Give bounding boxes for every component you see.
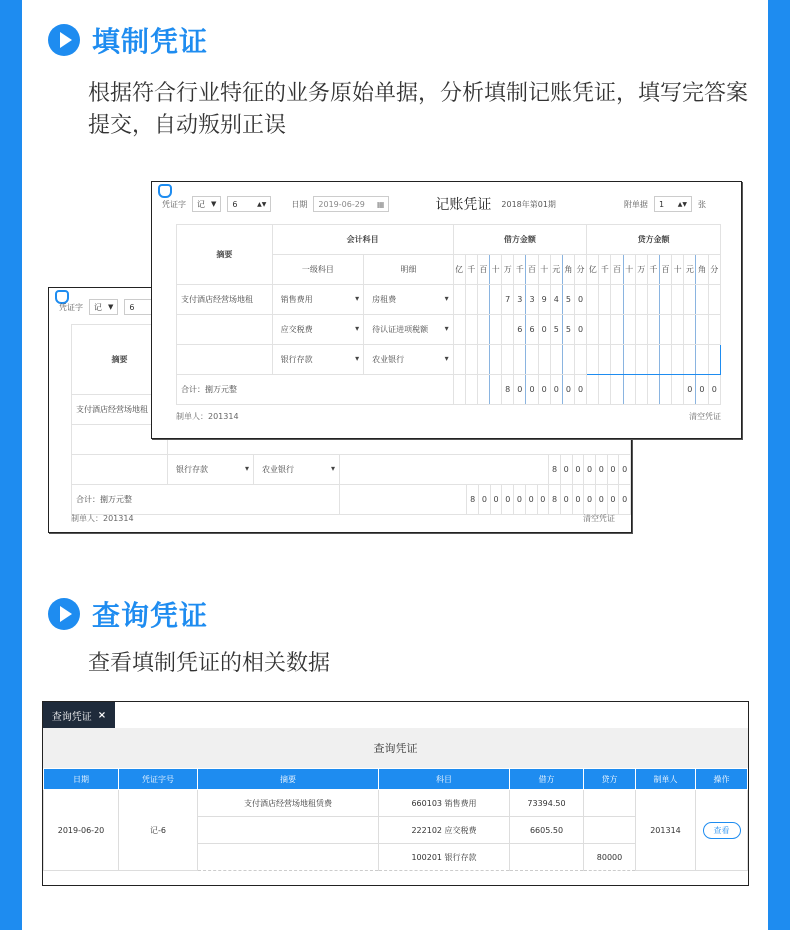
row-voucher-no: 记-6 — [119, 790, 198, 871]
row-subject-select[interactable]: 银行存款 ▾ — [272, 345, 364, 375]
debit-digit[interactable] — [502, 345, 514, 375]
total-debit-digit: 0 — [574, 375, 586, 405]
total-debit-digit: 0 — [562, 375, 574, 405]
row-detail-select[interactable]: 待认证进项税额 ▾ — [364, 315, 453, 345]
col-credit: 贷方 — [584, 769, 636, 790]
summary-header: 摘要 — [72, 325, 168, 395]
section-query-voucher-desc: 查看填制凭证的相关数据 — [88, 651, 331, 676]
left-accent-bar — [0, 0, 22, 930]
total-debit-digit: 0 — [538, 375, 550, 405]
col-date: 日期 — [44, 769, 119, 790]
chevron-down-icon: ▾ — [444, 294, 449, 303]
line2-debit: 6605.50 — [510, 817, 584, 844]
debit-digit-unit: 十 — [538, 255, 550, 285]
query-heading: 查询凭证 — [43, 728, 748, 768]
debit-digit-unit: 千 — [514, 255, 526, 285]
row3-subject[interactable]: 银行存款 ▾ — [168, 455, 254, 485]
section-query-voucher-title — [48, 594, 208, 634]
total-debit-digit — [477, 375, 489, 405]
play-icon — [48, 598, 80, 630]
debit-digit[interactable] — [490, 345, 502, 375]
debit-digit[interactable] — [477, 315, 489, 345]
credit-digit[interactable] — [587, 345, 599, 375]
view-button[interactable]: 查看 — [703, 822, 741, 839]
line3-subject: 100201 银行存款 — [379, 844, 510, 871]
row-summary[interactable] — [177, 345, 273, 375]
section-fill-voucher-desc: 根据符合行业特征的业务原始单据，分析填制记账凭证，填写完答案提交，自动叛别正误 — [88, 81, 749, 138]
debit-digit[interactable]: 0 — [574, 315, 586, 345]
credit-digit-unit: 亿 — [587, 255, 599, 285]
total-debit-digit — [453, 375, 465, 405]
debit-digit[interactable]: 5 — [562, 285, 574, 315]
debit-digit[interactable] — [453, 315, 465, 345]
credit-digit[interactable] — [599, 315, 611, 345]
line1-credit — [584, 790, 636, 817]
tab-query-voucher[interactable]: 查询凭证 × — [43, 702, 115, 728]
debit-digit[interactable] — [562, 345, 574, 375]
credit-digit[interactable] — [696, 345, 708, 375]
attach-count-stepper[interactable]: 1 ▲▼ — [654, 196, 692, 212]
total-debit-digit: 8 — [502, 375, 514, 405]
row-summary[interactable]: 支付酒店经营场地租 — [177, 285, 273, 315]
debit-digit-unit: 百 — [526, 255, 538, 285]
credit-digit[interactable] — [659, 345, 671, 375]
row-summary[interactable] — [177, 315, 273, 345]
debit-digit[interactable] — [514, 345, 526, 375]
credit-digit[interactable] — [647, 285, 659, 315]
row-detail-select[interactable]: 房租费 ▾ — [364, 285, 453, 315]
credit-digit[interactable] — [599, 285, 611, 315]
calendar-icon: ▦ — [376, 199, 385, 209]
col-debit: 借方 — [510, 769, 584, 790]
credit-digit[interactable] — [587, 315, 599, 345]
credit-digit-unit: 万 — [635, 255, 647, 285]
section-fill-voucher-title — [48, 20, 208, 60]
debit-digit-unit: 万 — [502, 255, 514, 285]
voucher-title: 记账凭证 — [435, 197, 492, 213]
line2-credit — [584, 817, 636, 844]
debit-digit[interactable]: 9 — [538, 285, 550, 315]
col-subject: 科目 — [379, 769, 510, 790]
chevron-down-icon: ▾ — [444, 354, 449, 363]
col-maker: 制单人 — [636, 769, 696, 790]
right-accent-bar — [768, 0, 790, 930]
credit-digit[interactable] — [696, 285, 708, 315]
credit-digit[interactable] — [659, 285, 671, 315]
credit-digit[interactable] — [672, 285, 684, 315]
credit-digit[interactable] — [623, 285, 635, 315]
total-credit-digit — [659, 375, 671, 405]
voucher-word-select[interactable]: 记 ▼ — [192, 196, 221, 212]
credit-digit-unit: 元 — [684, 255, 696, 285]
debit-digit[interactable] — [538, 345, 550, 375]
line3-debit — [510, 844, 584, 871]
total-credit-digit: 0 — [684, 375, 696, 405]
chevron-down-icon: ▾ — [355, 324, 360, 333]
credit-digit[interactable] — [623, 315, 635, 345]
credit-digit[interactable] — [708, 285, 720, 315]
total-credit-digit: 0 — [708, 375, 720, 405]
voucher-period: 2018年第01期 — [501, 199, 556, 209]
credit-digit[interactable] — [611, 285, 623, 315]
credit-digit[interactable] — [587, 285, 599, 315]
chevron-down-icon: ▾ — [355, 354, 360, 363]
line1-summary: 支付酒店经营场地租赁费 — [198, 790, 379, 817]
debit-digit[interactable]: 3 — [526, 285, 538, 315]
col-action: 操作 — [696, 769, 748, 790]
credit-digit-unit: 百 — [611, 255, 623, 285]
total-debit-digit: 0 — [526, 375, 538, 405]
debit-digit[interactable]: 5 — [550, 315, 562, 345]
line2-subject: 222102 应交税费 — [379, 817, 510, 844]
debit-digit[interactable] — [550, 345, 562, 375]
total-credit-digit — [599, 375, 611, 405]
debit-digit[interactable]: 6 — [514, 315, 526, 345]
debit-digit[interactable] — [465, 315, 477, 345]
total-credit-digit — [647, 375, 659, 405]
front-maker: 制单人：201314 — [176, 412, 239, 421]
credit-digit-unit: 十 — [623, 255, 635, 285]
debit-digit[interactable] — [490, 315, 502, 345]
debit-digit[interactable]: 6 — [526, 315, 538, 345]
credit-digit[interactable] — [708, 315, 720, 345]
debit-digit[interactable] — [574, 345, 586, 375]
total-credit-digit — [611, 375, 623, 405]
credit-digit-unit: 千 — [599, 255, 611, 285]
total-credit-digit — [623, 375, 635, 405]
debit-digit-unit: 分 — [574, 255, 586, 285]
total-credit-digit — [672, 375, 684, 405]
debit-digit[interactable]: 4 — [550, 285, 562, 315]
debit-digit[interactable]: 0 — [538, 315, 550, 345]
debit-header: 借方金额 — [453, 225, 587, 255]
voucher-entry-table — [176, 224, 721, 405]
credit-digit-unit: 角 — [696, 255, 708, 285]
debit-digit-unit: 元 — [550, 255, 562, 285]
credit-digit[interactable] — [635, 315, 647, 345]
total-debit-digit — [465, 375, 477, 405]
row1-summary[interactable]: 支付酒店经营场地租 — [72, 395, 168, 425]
play-icon — [48, 24, 80, 56]
front-clear-voucher-link[interactable]: 清空凭证 — [689, 412, 721, 421]
debit-digit[interactable] — [465, 345, 477, 375]
debit-digit[interactable]: 3 — [514, 285, 526, 315]
debit-digit[interactable]: 5 — [562, 315, 574, 345]
chevron-down-icon: ▾ — [444, 324, 449, 333]
total-debit-digit: 0 — [550, 375, 562, 405]
total-debit-digit: 0 — [514, 375, 526, 405]
debit-digit-unit: 千 — [465, 255, 477, 285]
voucher-word-label: 凭证字 — [59, 302, 83, 312]
row-maker: 201314 — [636, 790, 696, 871]
line3-summary — [198, 844, 379, 871]
entry-row — [177, 315, 721, 345]
credit-digit[interactable] — [623, 345, 635, 375]
date-input[interactable]: 2019-06-29 ▦ — [313, 196, 389, 212]
debit-digit[interactable] — [453, 285, 465, 315]
back-maker: 制单人：201314 — [71, 514, 134, 523]
query-table — [43, 768, 748, 871]
summary-header: 摘要 — [177, 225, 273, 285]
col-summary: 摘要 — [198, 769, 379, 790]
total-credit-digit: 0 — [696, 375, 708, 405]
detail-header: 明细 — [364, 255, 453, 285]
section-title-text: 查询凭证 — [92, 599, 209, 632]
debit-digit[interactable] — [477, 285, 489, 315]
credit-digit[interactable] — [672, 345, 684, 375]
voucher-number-input[interactable]: 6 — [124, 299, 164, 315]
credit-digit[interactable] — [672, 315, 684, 345]
credit-digit[interactable] — [684, 315, 696, 345]
credit-digit[interactable] — [611, 315, 623, 345]
credit-digit[interactable] — [659, 315, 671, 345]
attach-label: 附单据 — [623, 199, 648, 209]
subject-header: 会计科目 — [272, 225, 453, 255]
voucher-window-front — [151, 181, 742, 439]
debit-digit-unit: 百 — [477, 255, 489, 285]
debit-digit[interactable] — [465, 285, 477, 315]
line1-debit: 73394.50 — [510, 790, 584, 817]
line3-credit: 80000 — [584, 844, 636, 871]
line1-subject: 660103 销售费用 — [379, 790, 510, 817]
voucher-number-stepper[interactable]: 6 ▲▼ — [227, 196, 271, 212]
credit-digit[interactable] — [635, 285, 647, 315]
row3-detail[interactable]: 农业银行 ▾ — [254, 455, 340, 485]
attach-unit: 张 — [697, 199, 706, 209]
col-voucher-no: 凭证字号 — [119, 769, 198, 790]
line2-summary — [198, 817, 379, 844]
voucher-word-select[interactable]: 记 ▼ — [89, 299, 118, 315]
credit-digit-unit: 分 — [708, 255, 720, 285]
debit-digit-unit: 角 — [562, 255, 574, 285]
debit-digit[interactable] — [526, 345, 538, 375]
credit-digit[interactable] — [647, 345, 659, 375]
credit-digit-unit: 十 — [672, 255, 684, 285]
row-date: 2019-06-20 — [44, 790, 119, 871]
debit-digit[interactable] — [502, 315, 514, 345]
voucher-back-table: 摘要 支付酒店经营场地租 银行存款 ▾ 农业银行 ▾ 8 0 0 0 0 0 0 合计：捌万元整 8 0 0 0 0 0 0 8 0 0 0 0 0 0 — [71, 324, 631, 515]
debit-digit[interactable] — [490, 285, 502, 315]
credit-digit[interactable] — [684, 285, 696, 315]
back-clear-voucher-link[interactable]: 清空凭证 — [583, 514, 615, 523]
credit-digit[interactable] — [611, 345, 623, 375]
debit-digit[interactable] — [477, 345, 489, 375]
entry-row — [177, 345, 721, 375]
credit-digit[interactable] — [635, 345, 647, 375]
total-credit-digit — [635, 375, 647, 405]
credit-digit[interactable] — [647, 315, 659, 345]
chevron-down-icon: ▾ — [355, 294, 360, 303]
query-voucher-window — [42, 701, 749, 886]
credit-header: 贷方金额 — [587, 225, 721, 255]
credit-digit[interactable] — [696, 315, 708, 345]
total-label: 合计：捌万元整 — [177, 375, 454, 405]
row-subject-select[interactable]: 应交税费 ▾ — [272, 315, 364, 345]
debit-digit-unit: 亿 — [453, 255, 465, 285]
credit-digit[interactable] — [708, 345, 720, 375]
debit-digit[interactable] — [453, 345, 465, 375]
credit-digit-unit: 千 — [647, 255, 659, 285]
debit-digit[interactable]: 7 — [502, 285, 514, 315]
credit-digit[interactable] — [684, 345, 696, 375]
level1-header: 一级科目 — [272, 255, 364, 285]
total-credit-digit — [587, 375, 599, 405]
back-total-label: 合计：捌万元整 — [72, 485, 340, 515]
row-subject-select[interactable]: 销售费用 ▾ — [272, 285, 364, 315]
credit-digit[interactable] — [599, 345, 611, 375]
debit-digit[interactable]: 0 — [574, 285, 586, 315]
close-icon[interactable]: × — [97, 709, 107, 721]
debit-digit-unit: 十 — [490, 255, 502, 285]
row-detail-select[interactable]: 农业银行 ▾ — [364, 345, 453, 375]
total-debit-digit — [490, 375, 502, 405]
credit-digit-unit: 百 — [659, 255, 671, 285]
section-title-text: 填制凭证 — [92, 25, 209, 58]
date-label: 日期 — [291, 199, 308, 209]
voucher-word-label: 凭证字 — [162, 199, 186, 209]
entry-row — [177, 285, 721, 315]
